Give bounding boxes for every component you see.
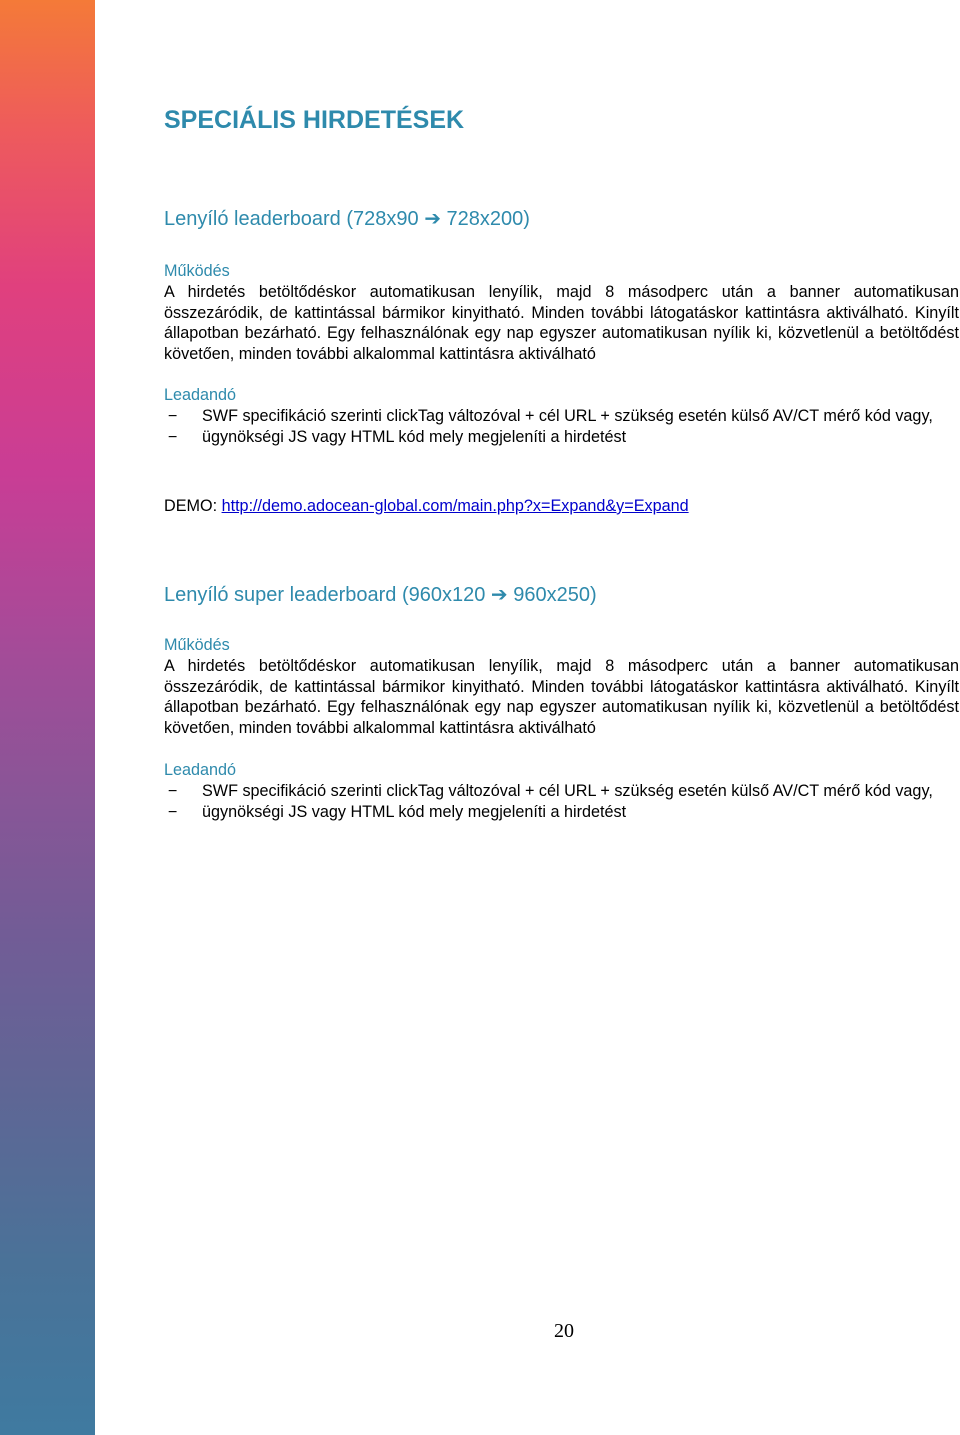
list-item <box>164 781 959 802</box>
dash-bullet-icon: − <box>168 427 178 446</box>
mukodes-description: A hirdetés betöltődéskor automatikusan lenyílik, majd 8 másodperc után a banner automatikusan összezáródik, de kattintással bármikor kinyitható. Minden további látogatáskor kattintásra aktiválható. Kinyílt állapotban bezárható. Egy felhasználónak egy nap egyszer automatikusan nyílik ki, közvetlenül a betöltődést követően, minden további alkalommal kattintásra aktiválható <box>164 656 959 738</box>
arrow-right-icon: ➔ <box>490 584 508 606</box>
mukodes-description: A hirdetés betöltődéskor automatikusan lenyílik, majd 8 másodperc után a banner automatikusan összezáródik, de kattintással bármikor kinyitható. Minden további látogatáskor kattintásra aktiválható. Kinyílt állapotban bezárható. Egy felhasználónak egy nap egyszer automatikusan nyílik ki, közvetlenül a betöltődést követően, minden további alkalommal kattintásra aktiválható <box>164 282 959 364</box>
list-item <box>164 427 959 448</box>
mukodes-label: Működés <box>164 262 230 280</box>
leaderboard-leadando-block <box>164 385 959 447</box>
leaderboard-mukodes-block <box>164 261 959 365</box>
leadando-list <box>164 406 959 448</box>
dash-bullet-icon: − <box>168 781 178 800</box>
list-item-text: SWF specifikáció szerinti clickTag változóval + cél URL + szükség esetén külső AV/CT mérő kód vagy, <box>202 781 933 800</box>
dash-bullet-icon: − <box>168 406 178 425</box>
list-item-text: SWF specifikáció szerinti clickTag változóval + cél URL + szükség esetén külső AV/CT mérő kód vagy, <box>202 406 933 425</box>
list-item <box>164 802 959 823</box>
leadando-label: Leadandó <box>164 386 237 404</box>
decorative-gradient-band <box>0 0 95 1435</box>
demo-label: DEMO: <box>164 497 222 515</box>
page-number: 20 <box>554 1320 574 1342</box>
section-heading-leaderboard <box>164 208 530 231</box>
section-heading-text-end: 728x200) <box>440 208 530 230</box>
leadando-list <box>164 781 959 823</box>
list-item-text: ügynökségi JS vagy HTML kód mely megjeleníti a hirdetést <box>202 427 627 446</box>
super-leaderboard-mukodes-block <box>164 635 959 739</box>
dash-bullet-icon: − <box>168 802 178 821</box>
demo-line <box>164 496 689 517</box>
section-heading-text-end: 960x250) <box>507 584 597 606</box>
list-item <box>164 406 959 427</box>
page-title: SPECIÁLIS HIRDETÉSEK <box>164 106 465 134</box>
leadando-label: Leadandó <box>164 761 237 779</box>
mukodes-label: Működés <box>164 636 230 654</box>
demo-link[interactable]: http://demo.adocean-global.com/main.php?x=Expand&y=Expand <box>221 497 689 515</box>
section-heading-super-leaderboard <box>164 584 597 607</box>
super-leaderboard-leadando-block <box>164 760 959 822</box>
section-heading-text-start: Lenyíló super leaderboard (960x120 <box>164 584 491 606</box>
list-item-text: ügynökségi JS vagy HTML kód mely megjeleníti a hirdetést <box>202 802 627 821</box>
arrow-right-icon: ➔ <box>424 208 441 230</box>
section-heading-text-start: Lenyíló leaderboard (728x90 <box>164 208 425 230</box>
